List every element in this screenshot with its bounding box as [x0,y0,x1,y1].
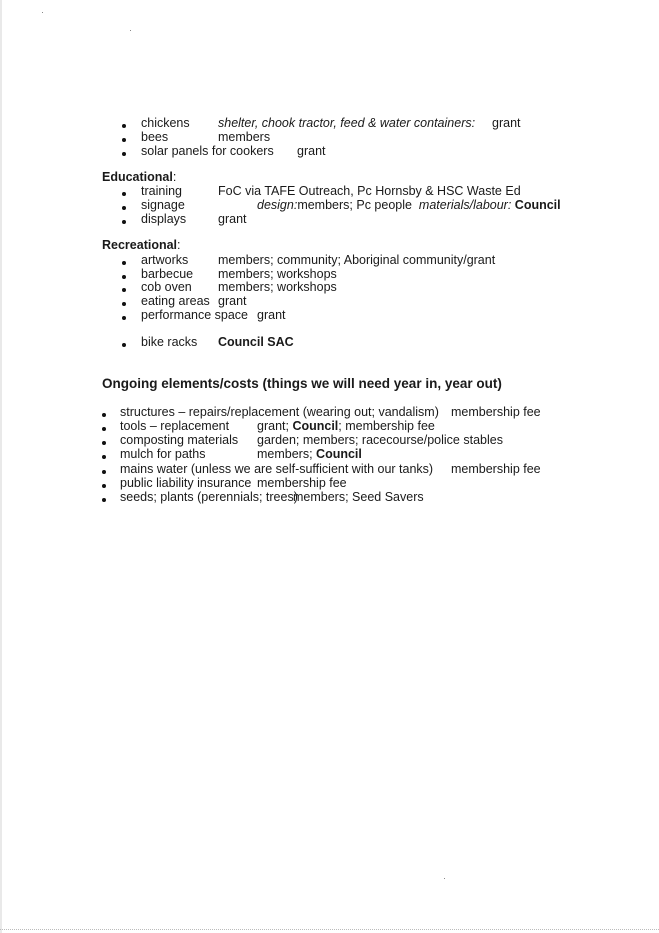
scan-speck [130,30,131,31]
bullet [122,124,126,128]
item-label: mains water (unless we are self-sufficient with our tanks) [120,462,434,476]
scan-speck [444,878,445,879]
bullet [122,288,126,292]
bullet [102,455,106,459]
bullet [102,470,106,474]
bullet [122,316,126,320]
scan-left-edge [0,0,2,933]
bullet [102,498,106,502]
item-label: barbecue [141,267,194,281]
source-part: grant; [257,419,293,433]
item-source: members [218,130,271,144]
item-source: membership fee [451,405,541,419]
item-source: grant [492,116,521,130]
source-council: Council [316,447,362,461]
item-source [257,198,561,212]
item-source: members; community; Aboriginal community/grant [218,253,496,267]
bullet [102,427,106,431]
item-source: grant [297,144,326,158]
item-source: grant [218,212,247,226]
bullet [122,138,126,142]
bullet [122,152,126,156]
item-label: structures – repairs/replacement (wearing out; vandalism) [120,405,439,419]
item-label: composting materials [120,433,239,447]
bullet [122,343,126,347]
item-label: bike racks [141,335,198,349]
bullet [102,413,106,417]
bullet [102,441,106,445]
item-source [257,419,435,433]
bullet [102,484,106,488]
bullet [122,192,126,196]
item-label: seeds; plants (perennials; trees) [120,490,298,504]
item-label: displays [141,212,187,226]
section-heading-recreational [102,238,181,252]
source-part: ; membership fee [338,419,435,433]
bullet [122,302,126,306]
bullet [122,220,126,224]
item-source: membership fee [451,462,541,476]
design-label: design: [257,198,298,212]
design-value: members; Pc people [297,198,412,212]
scan-bottom-edge [0,929,659,931]
item-label: public liability insurance [120,476,252,490]
item-source: members; workshops [218,280,337,294]
bullet [122,206,126,210]
item-label: signage [141,198,185,212]
item-source: garden; members; racecourse/police stables [257,433,503,447]
materials-value: Council [514,198,561,212]
item-label: performance space [141,308,249,322]
source-part: members; [257,447,317,461]
item-label: training [141,184,182,198]
item-source: FoC via TAFE Outreach, Pc Hornsby & HSC Waste Ed [218,184,521,198]
item-source: grant [257,308,286,322]
heading-text: Recreational [102,238,178,252]
bullet [122,275,126,279]
item-label: chickens [141,116,190,130]
item-use: shelter, chook tractor, feed & water containers: [218,116,476,130]
item-label: solar panels for cookers [141,144,274,158]
section-heading-educational [102,170,176,184]
section-heading-ongoing: Ongoing elements/costs (things we will need year in, year out) [102,376,502,391]
list-item [141,116,190,130]
item-label: mulch for paths [120,447,206,461]
item-source: members; workshops [218,267,337,281]
item-source: grant [218,294,247,308]
materials-label: materials/labour: [418,198,512,212]
item-source: members; Seed Savers [293,490,424,504]
bullet [122,261,126,265]
heading-colon: : [177,238,181,252]
item-label: tools – replacement [120,419,230,433]
item-label: cob oven [141,280,192,294]
source-council: Council [292,419,339,433]
item-source: Council SAC [218,335,294,349]
item-label: artworks [141,253,189,267]
item-label: bees [141,130,169,144]
scan-speck [42,12,43,13]
item-source: membership fee [257,476,347,490]
heading-text: Educational [102,170,173,184]
item-source [257,447,362,461]
heading-colon: : [172,170,177,184]
item-label: eating areas [141,294,210,308]
